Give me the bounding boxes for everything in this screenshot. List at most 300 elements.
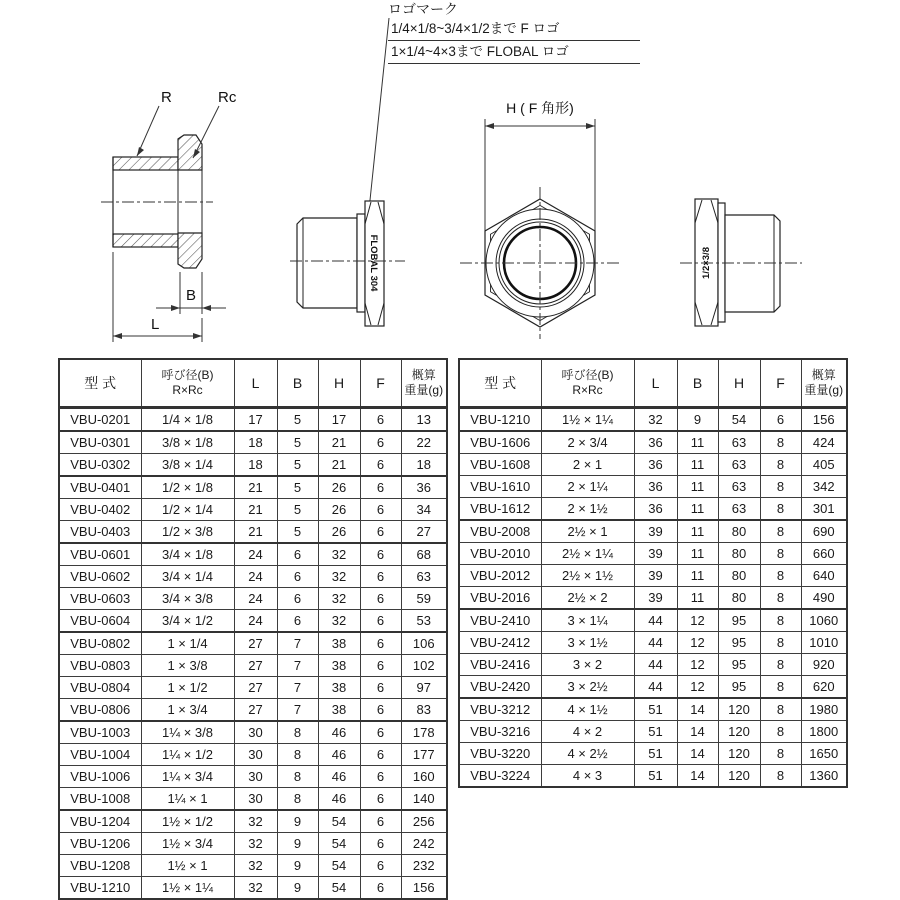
cell-h: 46	[318, 788, 360, 811]
table-row	[59, 566, 447, 588]
cell-w: 140	[401, 788, 447, 811]
cell-h: 63	[718, 476, 760, 498]
cell-size: 1/2 × 1/8	[141, 476, 234, 499]
cell-f: 8	[760, 609, 801, 632]
cell-l: 21	[234, 499, 277, 521]
cell-size: 1 × 1/4	[141, 632, 234, 655]
cell-model: VBU-0401	[59, 476, 141, 499]
cell-model: VBU-0804	[59, 677, 141, 699]
table-row	[459, 765, 847, 788]
cell-w: 256	[401, 810, 447, 833]
cell-size: 3 × 1¼	[541, 609, 634, 632]
dim-h-label: H ( F 角形)	[506, 100, 574, 116]
cell-model: VBU-0402	[59, 499, 141, 521]
cell-l: 27	[234, 632, 277, 655]
cell-size: 1 × 3/4	[141, 699, 234, 722]
cell-h: 54	[318, 810, 360, 833]
cell-w: 242	[401, 833, 447, 855]
cell-b: 11	[677, 520, 718, 543]
table-header-row	[459, 359, 847, 408]
header-h: H	[718, 359, 760, 408]
cell-h: 32	[318, 588, 360, 610]
cell-model: VBU-1210	[59, 877, 141, 900]
cell-w: 13	[401, 408, 447, 432]
cell-model: VBU-2012	[459, 565, 541, 587]
cell-w: 156	[801, 408, 847, 432]
cell-f: 6	[360, 431, 401, 454]
cell-h: 26	[318, 521, 360, 544]
cell-b: 7	[277, 655, 318, 677]
cell-l: 44	[634, 654, 677, 676]
cell-h: 21	[318, 454, 360, 477]
cell-w: 106	[401, 632, 447, 655]
table-row	[459, 632, 847, 654]
cell-size: 1¼ × 3/4	[141, 766, 234, 788]
cell-h: 21	[318, 431, 360, 454]
cell-b: 11	[677, 498, 718, 521]
cell-f: 8	[760, 543, 801, 565]
table-row	[59, 766, 447, 788]
cell-size: 3 × 1½	[541, 632, 634, 654]
cell-model: VBU-3216	[459, 721, 541, 743]
cell-f: 6	[360, 744, 401, 766]
cell-b: 8	[277, 721, 318, 744]
cell-l: 51	[634, 698, 677, 721]
table-row	[59, 855, 447, 877]
cell-model: VBU-0806	[59, 699, 141, 722]
cell-l: 32	[234, 833, 277, 855]
cell-w: 690	[801, 520, 847, 543]
cell-b: 5	[277, 431, 318, 454]
cell-h: 17	[318, 408, 360, 432]
cell-f: 8	[760, 498, 801, 521]
section-view-drawing	[58, 82, 303, 352]
cell-f: 6	[360, 721, 401, 744]
cell-f: 6	[760, 408, 801, 432]
cell-size: 2 × 1½	[541, 498, 634, 521]
cell-w: 660	[801, 543, 847, 565]
cell-w: 301	[801, 498, 847, 521]
cell-f: 6	[360, 408, 401, 432]
cell-h: 80	[718, 587, 760, 610]
cell-b: 6	[277, 566, 318, 588]
cell-b: 11	[677, 543, 718, 565]
header-size-line1: 呼び径(B)	[161, 368, 214, 382]
spec-table-right	[458, 358, 848, 788]
header-l: L	[234, 359, 277, 408]
cell-h: 120	[718, 721, 760, 743]
cell-size: 4 × 1½	[541, 698, 634, 721]
cell-w: 1010	[801, 632, 847, 654]
cell-b: 9	[277, 833, 318, 855]
table-row	[59, 655, 447, 677]
cell-size: 3/4 × 1/4	[141, 566, 234, 588]
cell-w: 102	[401, 655, 447, 677]
cell-f: 8	[760, 654, 801, 676]
cell-f: 6	[360, 699, 401, 722]
cell-b: 12	[677, 609, 718, 632]
spec-table-left	[58, 358, 448, 900]
cell-size: 2 × 1	[541, 454, 634, 476]
dim-b-label: B	[186, 287, 197, 304]
table-row	[459, 454, 847, 476]
cell-f: 8	[760, 520, 801, 543]
table-row	[59, 543, 447, 566]
cell-l: 39	[634, 520, 677, 543]
cell-model: VBU-0302	[59, 454, 141, 477]
cell-w: 53	[401, 610, 447, 633]
cell-w: 1800	[801, 721, 847, 743]
cell-l: 32	[234, 855, 277, 877]
cell-b: 11	[677, 431, 718, 454]
cell-h: 32	[318, 543, 360, 566]
table-row	[59, 677, 447, 699]
table-row	[59, 632, 447, 655]
cell-b: 12	[677, 676, 718, 699]
table-row	[459, 609, 847, 632]
cell-model: VBU-1204	[59, 810, 141, 833]
cell-model: VBU-2412	[459, 632, 541, 654]
cell-f: 8	[760, 431, 801, 454]
cell-h: 95	[718, 632, 760, 654]
cell-model: VBU-2008	[459, 520, 541, 543]
cell-b: 11	[677, 587, 718, 610]
cell-l: 51	[634, 765, 677, 788]
cell-f: 6	[360, 476, 401, 499]
cell-f: 8	[760, 721, 801, 743]
cell-size: 3/4 × 3/8	[141, 588, 234, 610]
cell-model: VBU-1610	[459, 476, 541, 498]
cell-size: 3/4 × 1/2	[141, 610, 234, 633]
cell-h: 95	[718, 609, 760, 632]
cell-b: 8	[277, 788, 318, 811]
cell-w: 490	[801, 587, 847, 610]
cell-w: 22	[401, 431, 447, 454]
cell-b: 9	[277, 877, 318, 900]
cell-model: VBU-3212	[459, 698, 541, 721]
cell-h: 38	[318, 655, 360, 677]
cell-f: 6	[360, 610, 401, 633]
cell-h: 120	[718, 765, 760, 788]
table-row	[59, 810, 447, 833]
table-row	[459, 565, 847, 587]
cell-h: 54	[718, 408, 760, 432]
cell-w: 178	[401, 721, 447, 744]
cell-l: 17	[234, 408, 277, 432]
cell-f: 8	[760, 743, 801, 765]
table-row	[459, 721, 847, 743]
cell-l: 36	[634, 476, 677, 498]
cell-l: 27	[234, 677, 277, 699]
cell-size: 1¼ × 1	[141, 788, 234, 811]
cell-model: VBU-0604	[59, 610, 141, 633]
cell-f: 6	[360, 833, 401, 855]
cell-model: VBU-1210	[459, 408, 541, 432]
cell-b: 11	[677, 454, 718, 476]
cell-b: 5	[277, 408, 318, 432]
cell-size: 4 × 2½	[541, 743, 634, 765]
cell-b: 5	[277, 454, 318, 477]
cell-l: 27	[234, 655, 277, 677]
cell-l: 30	[234, 766, 277, 788]
cell-w: 1980	[801, 698, 847, 721]
cell-l: 36	[634, 498, 677, 521]
header-size-line2: R×Rc	[572, 383, 603, 397]
logo-mark-note	[388, 0, 640, 64]
cell-l: 21	[234, 476, 277, 499]
header-f: F	[760, 359, 801, 408]
cell-w: 34	[401, 499, 447, 521]
header-model: 型 式	[59, 359, 141, 408]
flobal-stamp-text: FLOBAL 304	[368, 234, 379, 292]
cell-size: 3 × 2½	[541, 676, 634, 699]
cell-b: 11	[677, 476, 718, 498]
cell-f: 6	[360, 499, 401, 521]
cell-l: 51	[634, 721, 677, 743]
table-row	[59, 408, 447, 432]
cell-l: 39	[634, 543, 677, 565]
table-row	[59, 788, 447, 811]
cell-size: 3/8 × 1/8	[141, 431, 234, 454]
cell-size: 1½ × 3/4	[141, 833, 234, 855]
cell-l: 32	[234, 810, 277, 833]
header-weight-line1: 概算	[811, 368, 836, 382]
cell-model: VBU-0201	[59, 408, 141, 432]
header-weight	[401, 359, 447, 408]
cell-f: 8	[760, 632, 801, 654]
cell-l: 24	[234, 610, 277, 633]
cell-size: 2½ × 1½	[541, 565, 634, 587]
cell-w: 18	[401, 454, 447, 477]
cell-l: 30	[234, 788, 277, 811]
cell-l: 51	[634, 743, 677, 765]
cell-w: 424	[801, 431, 847, 454]
cell-model: VBU-1206	[59, 833, 141, 855]
cell-w: 59	[401, 588, 447, 610]
table-row	[59, 521, 447, 544]
label-rc: Rc	[218, 89, 237, 106]
header-model: 型 式	[459, 359, 541, 408]
cell-h: 38	[318, 632, 360, 655]
cell-model: VBU-3224	[459, 765, 541, 788]
cell-b: 6	[277, 543, 318, 566]
cell-h: 120	[718, 698, 760, 721]
cell-f: 6	[360, 566, 401, 588]
header-h: H	[318, 359, 360, 408]
cell-f: 6	[360, 677, 401, 699]
cell-f: 6	[360, 655, 401, 677]
cell-model: VBU-2010	[459, 543, 541, 565]
cell-w: 1360	[801, 765, 847, 788]
cell-size: 4 × 3	[541, 765, 634, 788]
cell-size: 1½ × 1/2	[141, 810, 234, 833]
cell-l: 24	[234, 588, 277, 610]
cell-model: VBU-1608	[459, 454, 541, 476]
cell-f: 8	[760, 676, 801, 699]
cell-b: 14	[677, 721, 718, 743]
cell-b: 14	[677, 765, 718, 788]
cell-size: 1 × 1/2	[141, 677, 234, 699]
cell-model: VBU-2016	[459, 587, 541, 610]
cell-l: 39	[634, 565, 677, 587]
cell-model: VBU-0403	[59, 521, 141, 544]
cell-f: 8	[760, 698, 801, 721]
cell-h: 32	[318, 566, 360, 588]
header-weight-line1: 概算	[411, 368, 436, 382]
front-view-drawing	[458, 92, 643, 342]
cell-w: 1060	[801, 609, 847, 632]
cell-w: 160	[401, 766, 447, 788]
table-row	[59, 588, 447, 610]
cell-h: 38	[318, 677, 360, 699]
cell-size: 1/2 × 3/8	[141, 521, 234, 544]
table-row	[459, 676, 847, 699]
cell-size: 2½ × 1	[541, 520, 634, 543]
header-weight	[801, 359, 847, 408]
cell-b: 12	[677, 632, 718, 654]
header-f: F	[360, 359, 401, 408]
cell-w: 920	[801, 654, 847, 676]
cell-b: 6	[277, 588, 318, 610]
cell-model: VBU-3220	[459, 743, 541, 765]
dim-l-label: L	[151, 316, 160, 333]
table-row	[459, 431, 847, 454]
cell-l: 18	[234, 431, 277, 454]
cell-size: 2 × 1¼	[541, 476, 634, 498]
header-weight-line2: 重量(g)	[404, 383, 444, 397]
cell-f: 6	[360, 855, 401, 877]
cell-w: 83	[401, 699, 447, 722]
table-row	[459, 587, 847, 610]
table-row	[459, 654, 847, 676]
cell-h: 32	[318, 610, 360, 633]
cell-w: 1650	[801, 743, 847, 765]
table-header-row	[59, 359, 447, 408]
cell-b: 8	[277, 744, 318, 766]
cell-b: 9	[677, 408, 718, 432]
cell-model: VBU-1003	[59, 721, 141, 744]
cell-h: 26	[318, 499, 360, 521]
cell-model: VBU-1606	[459, 431, 541, 454]
cell-size: 1½ × 1	[141, 855, 234, 877]
cell-f: 6	[360, 521, 401, 544]
cell-w: 97	[401, 677, 447, 699]
cell-f: 8	[760, 476, 801, 498]
cell-w: 620	[801, 676, 847, 699]
side-view-size-drawing	[672, 182, 832, 332]
cell-l: 30	[234, 744, 277, 766]
cell-model: VBU-1208	[59, 855, 141, 877]
cell-model: VBU-1612	[459, 498, 541, 521]
cell-f: 8	[760, 765, 801, 788]
cell-model: VBU-0601	[59, 543, 141, 566]
cell-size: 2½ × 1¼	[541, 543, 634, 565]
cell-l: 44	[634, 676, 677, 699]
cell-h: 63	[718, 498, 760, 521]
table-row	[59, 877, 447, 900]
table-row	[59, 699, 447, 722]
table-row	[459, 498, 847, 521]
table-row	[459, 543, 847, 565]
cell-size: 1/2 × 1/4	[141, 499, 234, 521]
table-row	[459, 476, 847, 498]
cell-size: 1/4 × 1/8	[141, 408, 234, 432]
cell-b: 14	[677, 743, 718, 765]
cell-model: VBU-1006	[59, 766, 141, 788]
cell-h: 120	[718, 743, 760, 765]
cell-f: 6	[360, 632, 401, 655]
cell-h: 54	[318, 855, 360, 877]
cell-size: 2 × 3/4	[541, 431, 634, 454]
cell-size: 1½ × 1¼	[141, 877, 234, 900]
table-row	[59, 454, 447, 477]
table-row	[59, 431, 447, 454]
cell-f: 6	[360, 766, 401, 788]
cell-w: 342	[801, 476, 847, 498]
cell-size: 4 × 2	[541, 721, 634, 743]
cell-h: 80	[718, 520, 760, 543]
cell-w: 177	[401, 744, 447, 766]
header-b: B	[277, 359, 318, 408]
cell-l: 36	[634, 454, 677, 476]
cell-w: 68	[401, 543, 447, 566]
logo-note-title: ロゴマーク	[388, 1, 458, 17]
cell-model: VBU-0802	[59, 632, 141, 655]
cell-l: 24	[234, 543, 277, 566]
cell-b: 14	[677, 698, 718, 721]
cell-model: VBU-0602	[59, 566, 141, 588]
cell-w: 63	[401, 566, 447, 588]
cell-l: 44	[634, 632, 677, 654]
cell-h: 38	[318, 699, 360, 722]
cell-b: 7	[277, 632, 318, 655]
cell-size: 3/4 × 1/8	[141, 543, 234, 566]
cell-f: 8	[760, 454, 801, 476]
cell-w: 36	[401, 476, 447, 499]
header-size	[141, 359, 234, 408]
table-row	[59, 610, 447, 633]
cell-f: 6	[360, 588, 401, 610]
cell-model: VBU-0301	[59, 431, 141, 454]
cell-b: 7	[277, 677, 318, 699]
cell-model: VBU-1008	[59, 788, 141, 811]
cell-size: 1¼ × 3/8	[141, 721, 234, 744]
cell-w: 640	[801, 565, 847, 587]
cell-size: 3 × 2	[541, 654, 634, 676]
cell-w: 232	[401, 855, 447, 877]
cell-f: 8	[760, 587, 801, 610]
cell-model: VBU-2410	[459, 609, 541, 632]
table-row	[459, 520, 847, 543]
cell-f: 6	[360, 788, 401, 811]
cell-l: 39	[634, 587, 677, 610]
cell-b: 8	[277, 766, 318, 788]
cell-h: 95	[718, 676, 760, 699]
cell-h: 95	[718, 654, 760, 676]
cell-w: 405	[801, 454, 847, 476]
cell-h: 46	[318, 721, 360, 744]
cell-h: 54	[318, 833, 360, 855]
cell-h: 63	[718, 431, 760, 454]
cell-b: 6	[277, 610, 318, 633]
cell-b: 5	[277, 499, 318, 521]
cell-f: 6	[360, 454, 401, 477]
cell-h: 80	[718, 543, 760, 565]
side-view-logo-drawing	[290, 190, 465, 340]
cell-w: 156	[401, 877, 447, 900]
label-r: R	[161, 89, 172, 106]
logo-note-row-f: 1/4×1/8~3/4×1/2まで F ロゴ	[388, 18, 640, 41]
